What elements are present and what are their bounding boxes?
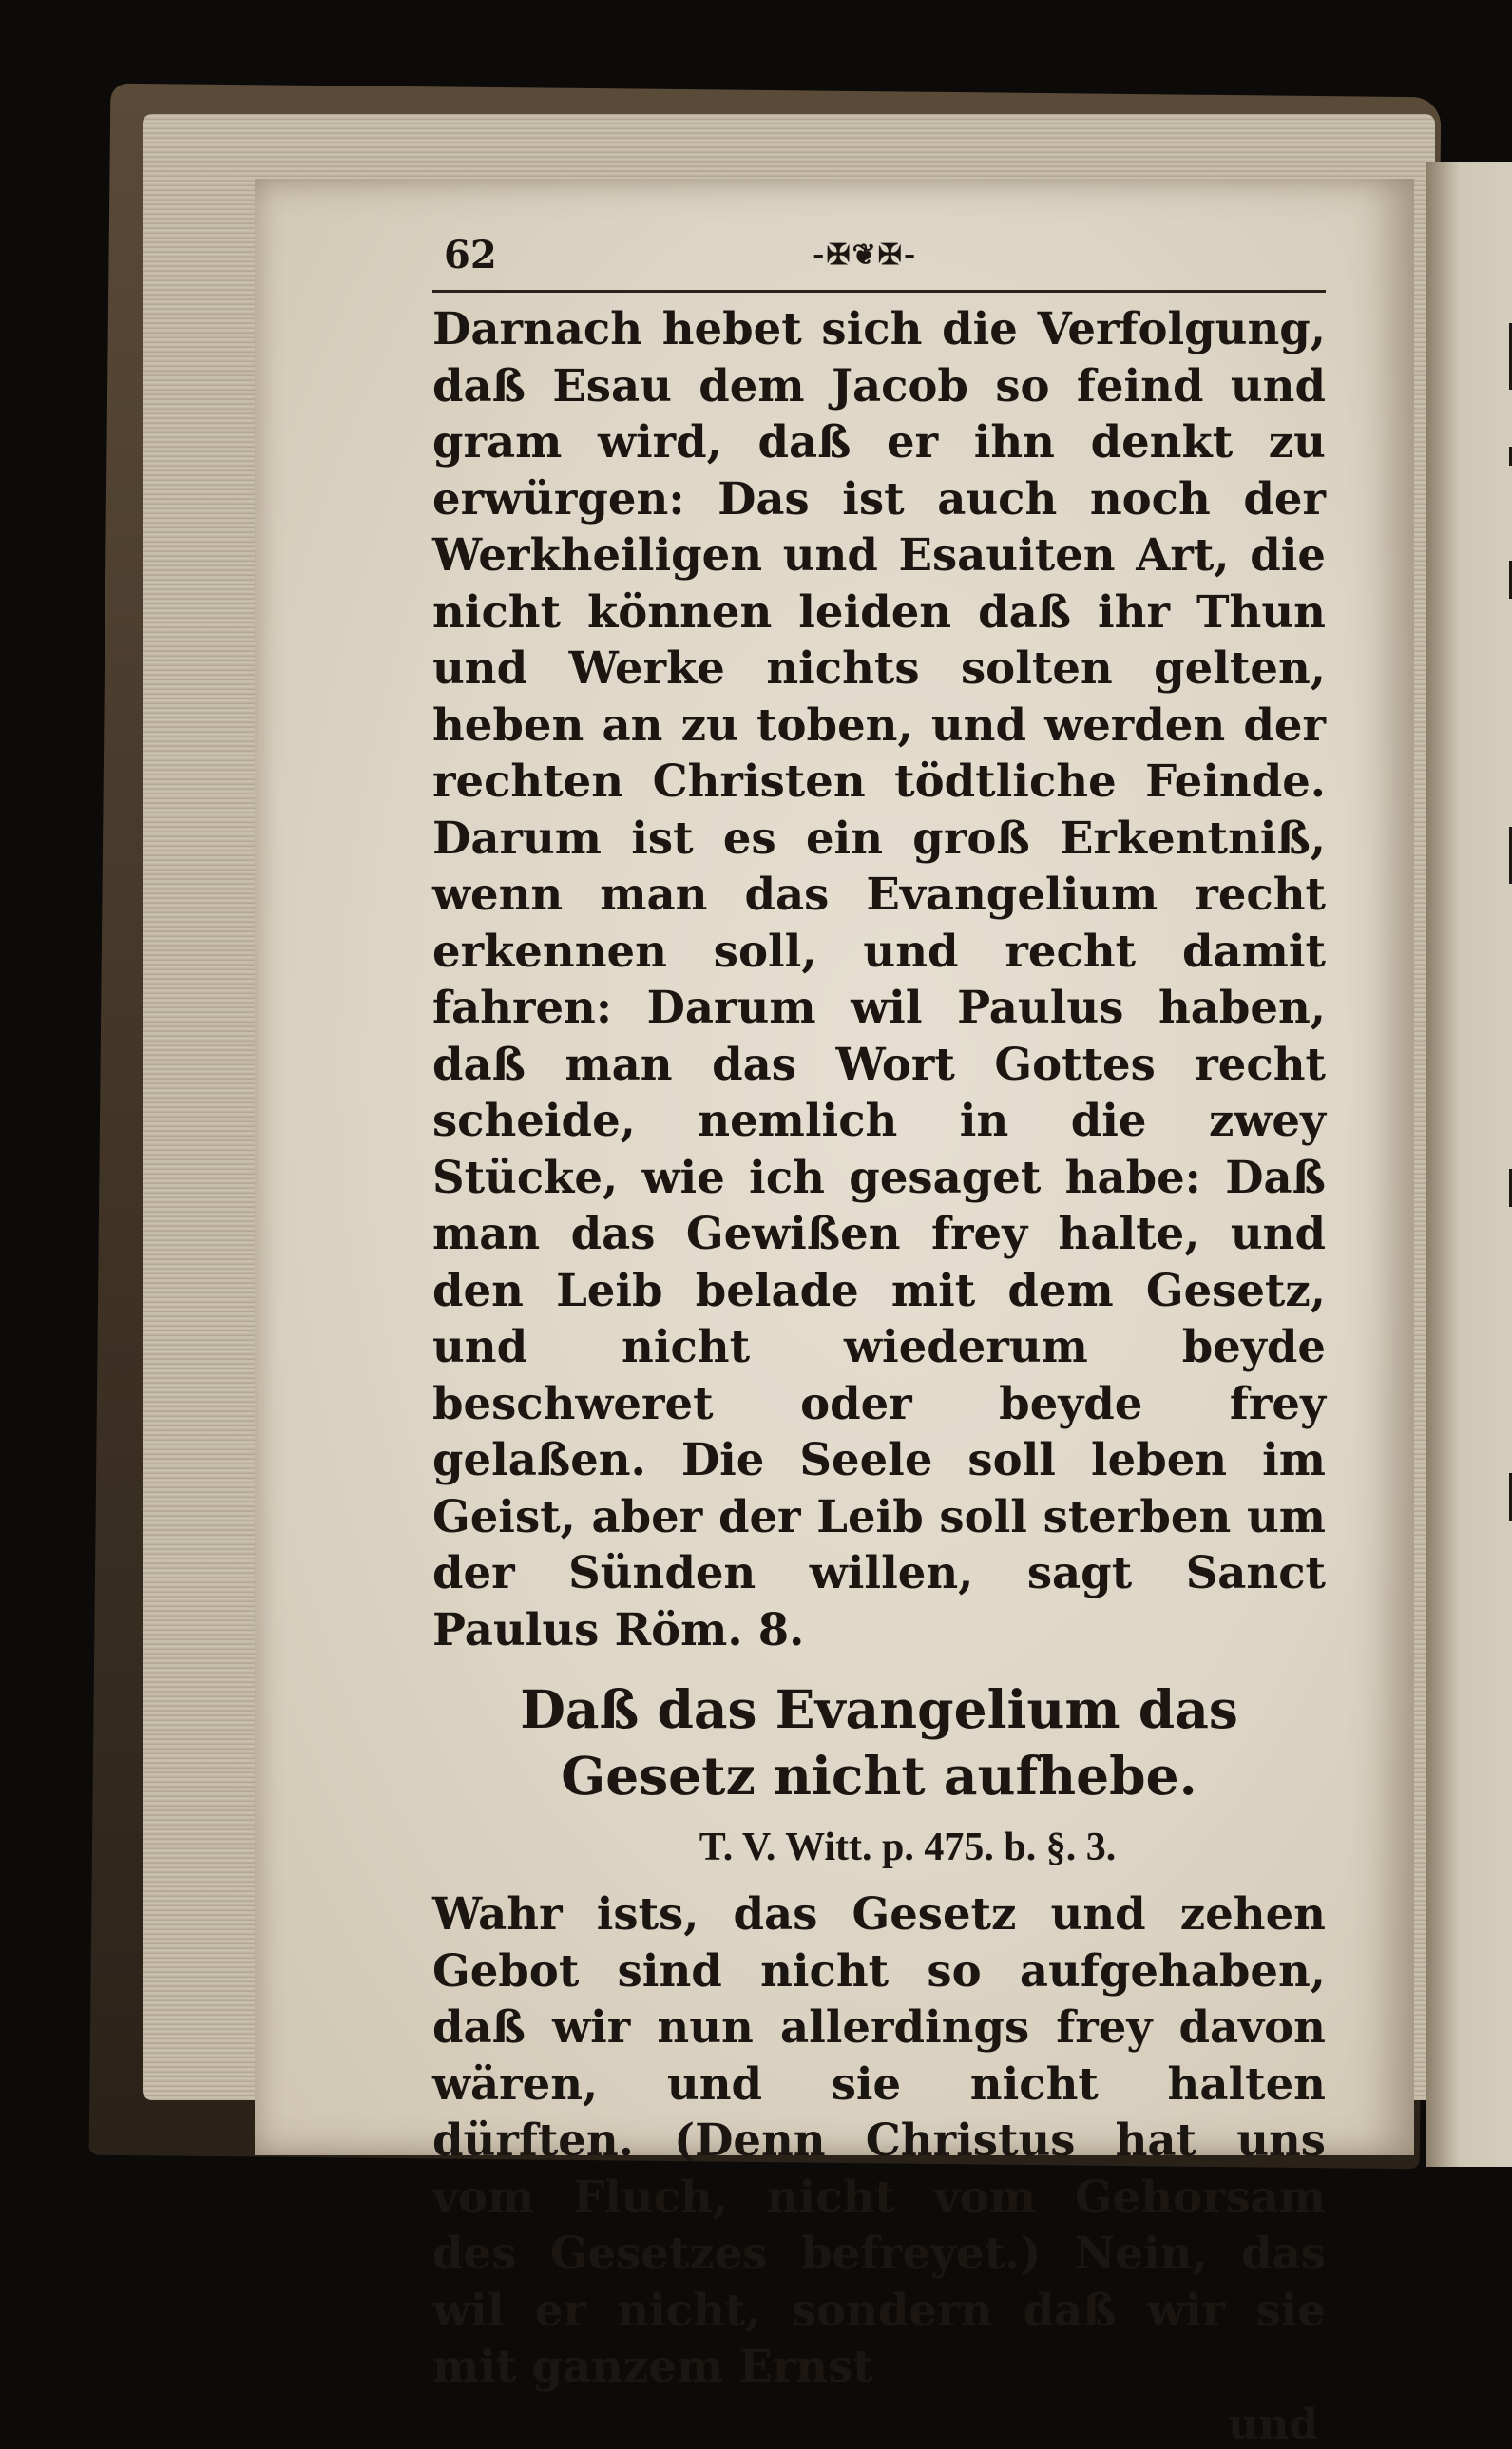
page-number: 62 <box>444 233 497 277</box>
header-ornament: -✠❦✠- <box>813 239 918 272</box>
facing-page-edge <box>1426 162 1512 2167</box>
catchword: und <box>1228 2400 1318 2449</box>
page-content <box>432 233 1326 2449</box>
body-paragraph: Darnach hebet sich die Verfolgung, daß Esau dem Jacob so feind und gram wird, daß er ihn denkt zu erwürgen: Das ist auch noch der Werkheiligen und Esauiten Art, die nicht können leiden daß ihr Thun und Werke nichts solten gelten, heben an zu toben, und werden der rechten Christen tödtliche Feinde. Darum ist es ein groß Erkentniß, wenn man das Evangelium recht erkennen soll, und recht damit fahren: Darum wil Paulus haben, daß man das Wort Gottes recht scheide, nemlich in die zwey Stücke, wie ich gesaget habe: Daß man das Gewißen frey halte, und den Leib belade mit dem Gesetz, und nicht wiederum beyde beschweret oder beyde frey gelaßen. Die Seele soll leben im Geist, aber der Leib soll sterben um der Sünden willen, sagt Sanct Paulus Röm. 8. <box>432 302 1326 1655</box>
body-paragraph: Wahr ists, das Gesetz und zehen Gebot sind nicht so aufgehaben, daß wir nun allerdings frey davon wären, und sie nicht halten dürften. (Denn Christus hat uns vom Fluch, nicht vom Gehorsam des Gesetzes befreyet.) Nein, das wil er nicht, sondern daß wir sie mit ganzem Ernst <box>432 1887 1326 2392</box>
source-reference: T. V. Witt. p. 475. b. §. 3. <box>699 1826 1117 1869</box>
section-heading: Daß das Evangelium das Gesetz nicht aufhebe. <box>520 1678 1238 1807</box>
page-header <box>432 233 1326 293</box>
